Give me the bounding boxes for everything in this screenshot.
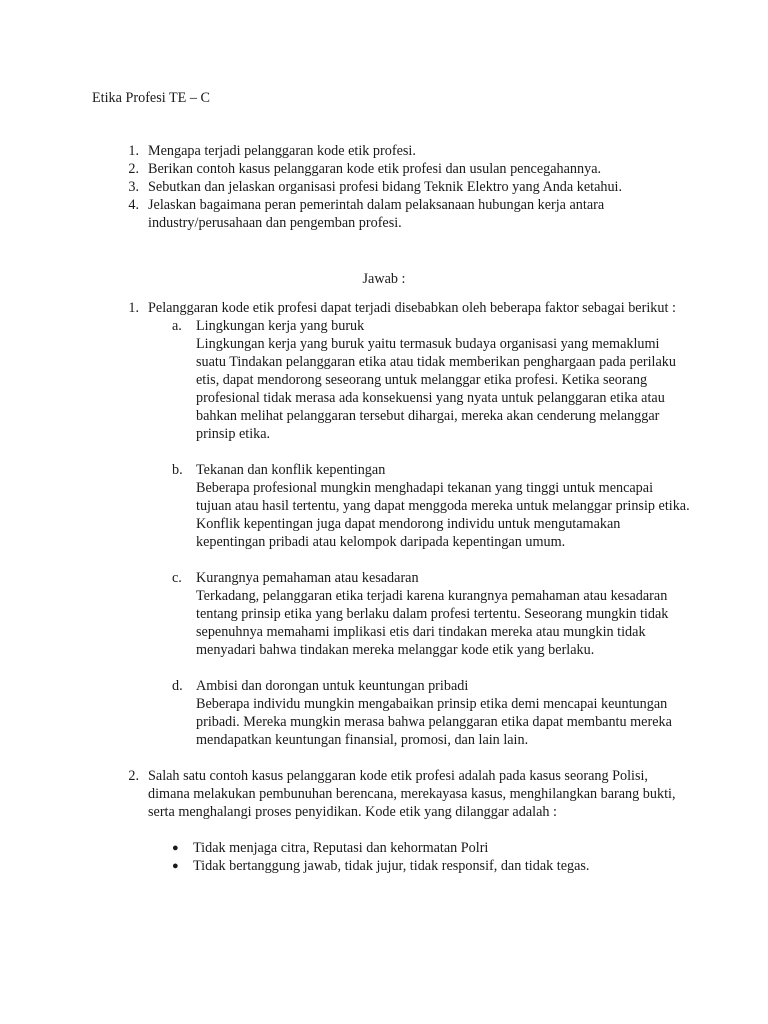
answer-point [172, 677, 692, 749]
question-number: 2. [128, 161, 139, 177]
violation-bullet-list [172, 839, 692, 875]
answer-number: 2. [128, 768, 139, 784]
answer-number: 1. [128, 300, 139, 316]
point-body: Lingkungan kerja yang buruk yaitu termasuk budaya organisasi yang memaklumi suatu Tindakan pelanggaran etika atau tidak memberikan penghargaan pada perilaku etis, dapat mendorong seseorang untuk melanggar etika profesi. Ketika seorang profesional tidak merasa ada konsekuensi yang nyata untuk pelanggaran etika atau bahkan melihat pelanggaran tersebut dihargai, mereka akan cenderung melanggar prinsip etika. [196, 336, 676, 442]
bullet-dot-icon: ● [172, 860, 179, 872]
point-title: Kurangnya pemahaman atau kesadaran [196, 570, 419, 586]
answer-heading: Jawab : [362, 271, 406, 287]
bullet-dot-icon: ● [172, 842, 179, 854]
point-content [196, 461, 692, 551]
question-number: 1. [128, 143, 139, 159]
point-title: Ambisi dan dorongan untuk keuntungan pribadi [196, 678, 469, 694]
point-content [196, 677, 692, 749]
answer-points [172, 317, 692, 749]
point-letter: c. [172, 570, 182, 586]
point-body: Terkadang, pelanggaran etika terjadi karena kurangnya pemahaman atau kesadaran tentang prinsip etika yang berlaku dalam profesi tertentu. Seseorang mungkin tidak sepenuhnya memahami implikasi etis dari tindakan mereka atau mungkin tidak menyadari bahwa tindakan mereka melanggar kode etik yang berlaku. [196, 588, 669, 658]
point-title: Tekanan dan konflik kepentingan [196, 462, 386, 478]
point-title: Lingkungan kerja yang buruk [196, 318, 365, 334]
question-number: 3. [128, 179, 139, 195]
answer-list [92, 299, 692, 875]
question-text: Sebutkan dan jelaskan organisasi profesi bidang Teknik Elektro yang Anda ketahui. [148, 179, 623, 195]
question-number: 4. [128, 197, 139, 213]
answer-item [92, 767, 692, 875]
answer-intro: Pelanggaran kode etik profesi dapat terjadi disebabkan oleh beberapa faktor sebagai berikut : [148, 300, 676, 316]
point-body: Beberapa profesional mungkin menghadapi tekanan yang tinggi untuk mencapai tujuan atau hasil tertentu, yang dapat menggoda mereka untuk melanggar prinsip etika. Konflik kepentingan juga dapat mendorong individu untuk mengutamakan kepentingan pribadi atau kelompok daripada kepentingan umum. [196, 480, 690, 550]
answer-point [172, 569, 692, 659]
question-item [92, 142, 692, 160]
answer-body [139, 767, 692, 875]
question-text: Mengapa terjadi pelanggaran kode etik profesi. [148, 143, 416, 159]
answer-point [172, 461, 692, 551]
bullet-item [172, 857, 692, 875]
question-item [92, 196, 692, 232]
bullet-text: Tidak bertanggung jawab, tidak jujur, tidak responsif, dan tidak tegas. [193, 858, 590, 874]
point-letter: d. [172, 678, 183, 694]
answer-point [172, 317, 692, 443]
point-body: Beberapa individu mungkin mengabaikan prinsip etika demi mencapai keuntungan pribadi. Mereka mungkin merasa bahwa pelanggaran etika dapat membantu mereka mendapatkan keuntungan finansial, promosi, dan lain lain. [196, 696, 672, 748]
bullet-text: Tidak menjaga citra, Reputasi dan kehormatan Polri [193, 840, 489, 856]
question-text: Jelaskan bagaimana peran pemerintah dalam pelaksanaan hubungan kerja antara industry/perusahaan dan pengemban profesi. [148, 197, 605, 231]
question-item [92, 178, 692, 196]
point-content [196, 569, 692, 659]
answer-intro: Salah satu contoh kasus pelanggaran kode etik profesi adalah pada kasus seorang Polisi, dimana melakukan pembunuhan berencana, merekayasa kasus, menghilangkan barang bukti, serta menghalangi proses penyidikan. Kode etik yang dilanggar adalah : [148, 768, 676, 820]
question-list [92, 142, 692, 232]
point-letter: a. [172, 318, 182, 334]
answer-item [92, 299, 692, 767]
point-letter: b. [172, 462, 183, 478]
question-text: Berikan contoh kasus pelanggaran kode etik profesi dan usulan pencegahannya. [148, 161, 602, 177]
point-content [196, 317, 692, 443]
bullet-item [172, 839, 692, 857]
question-item [92, 160, 692, 178]
answer-body [139, 299, 692, 767]
document-title: Etika Profesi TE – C [92, 90, 210, 106]
